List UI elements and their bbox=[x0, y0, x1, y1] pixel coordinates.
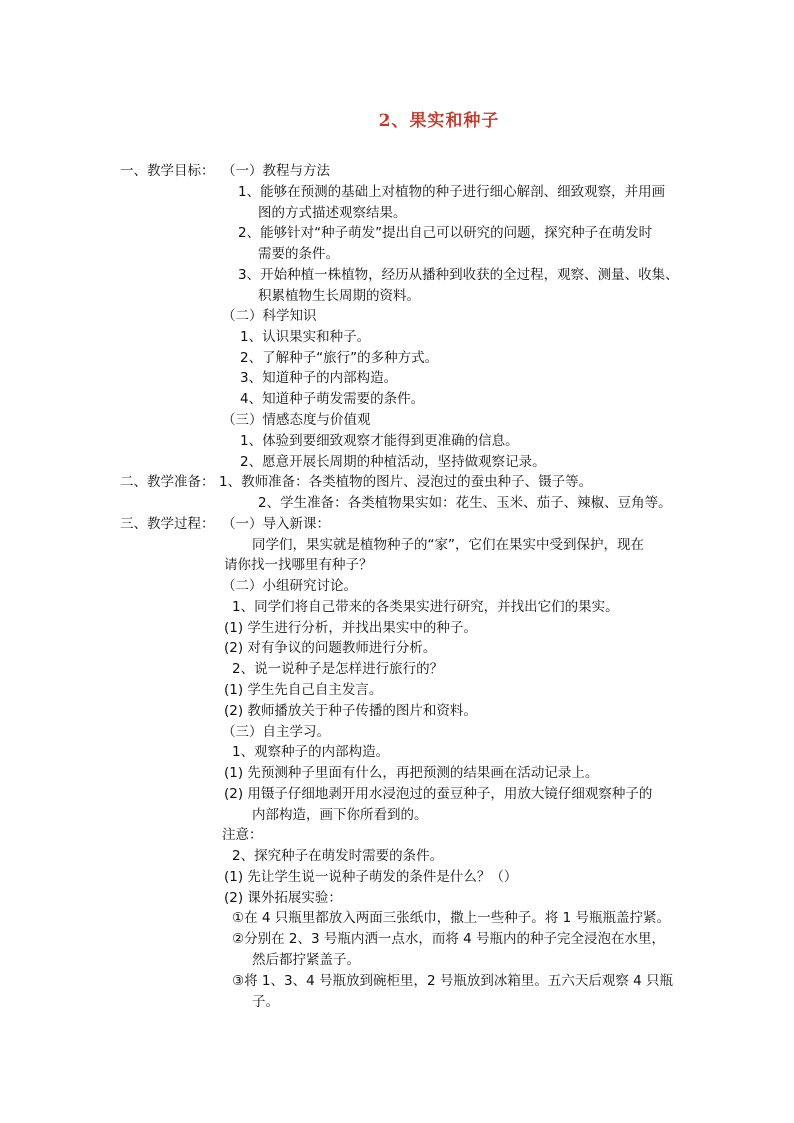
prep-student: 2、学生准备：各类植物果实如：花生、玉米、茄子、辣椒、豆角等。 bbox=[258, 495, 672, 511]
process-s1-title: （一）导入新课： bbox=[222, 516, 330, 532]
process-s3-item-2: 2、探究种子在萌发时需要的条件。 bbox=[232, 848, 444, 864]
process-s2-item-2: 2、说一说种子是怎样进行旅行的？ bbox=[232, 661, 444, 677]
process-s3-item-1b-line-1: (2) 用镊子仔细地剥开用水浸泡过的蚕豆种子，用放大镜仔细观察种子的 bbox=[224, 786, 653, 802]
process-s3-item-1b-line-2: 内部构造，画下你所看到的。 bbox=[252, 807, 428, 823]
objectives-heading: 一、教学目标： bbox=[120, 163, 215, 179]
experiment-step-3-line-1: ③将 1、3、4 号瓶放到碗柜里，2 号瓶放到冰箱里。五六天后观察 4 只瓶 bbox=[232, 973, 674, 989]
experiment-step-2-line-1: ②分别在 2、3 号瓶内洒一点水，而将 4 号瓶内的种子完全浸泡在水里， bbox=[232, 931, 666, 947]
process-s3-title: （三）自主学习。 bbox=[222, 724, 330, 740]
process-s3-item-1: 1、观察种子的内部构造。 bbox=[232, 744, 390, 760]
attitude-item-1: 1、体验到要细致观察才能得到更准确的信息。 bbox=[240, 433, 519, 449]
objectives-sub2-title: （二）科学知识 bbox=[222, 308, 317, 324]
prep-heading: 二、教学准备： bbox=[120, 474, 215, 490]
knowledge-item-1: 1、认识果实和种子。 bbox=[240, 329, 371, 345]
process-s2-item-2a: (1) 学生先自己自主发言。 bbox=[224, 682, 383, 698]
objective-1-line-2: 图的方式描述观察结果。 bbox=[258, 205, 407, 221]
process-s2-title: （二）小组研究讨论。 bbox=[222, 578, 357, 594]
process-s1-line-2: 请你找一找哪里有种子？ bbox=[224, 557, 373, 573]
attitude-item-2: 2、愿意开展长周期的种植活动，坚持做观察记录。 bbox=[240, 454, 546, 470]
knowledge-item-3: 3、知道种子的内部构造。 bbox=[240, 370, 398, 386]
prep-teacher: 1、教师准备：各类植物的图片、浸泡过的蚕虫种子、镊子等。 bbox=[219, 474, 593, 490]
objective-3-line-1: 3、开始种植一株植物，经历从播种到收获的全过程，观察、测量、收集、 bbox=[238, 267, 679, 283]
process-heading: 三、教学过程： bbox=[120, 516, 215, 532]
document-title: 2、果实和种子 bbox=[378, 111, 500, 131]
process-s3-item-2b: (2) 课外拓展实验： bbox=[224, 890, 342, 906]
process-s2-item-2b: (2) 教师播放关于种子传播的图片和资料。 bbox=[224, 703, 477, 719]
knowledge-item-4: 4、知道种子萌发需要的条件。 bbox=[240, 391, 425, 407]
process-s2-item-1: 1、同学们将自己带来的各类果实进行研究，并找出它们的果实。 bbox=[232, 599, 619, 615]
experiment-step-1: ①在 4 只瓶里都放入两面三张纸巾，撒上一些种子。将 1 号瓶瓶盖拧紧。 bbox=[232, 910, 670, 926]
process-s2-item-1a: (1) 学生进行分析，并找出果实中的种子。 bbox=[224, 620, 477, 636]
process-s2-item-1b: (2) 对有争议的问题教师进行分析。 bbox=[224, 640, 437, 656]
objectives-sub3-title: （三）情感态度与价值观 bbox=[222, 412, 371, 428]
objectives-sub1-title: （一）教程与方法 bbox=[222, 163, 330, 179]
knowledge-item-2: 2、了解种子“旅行”的多种方式。 bbox=[240, 350, 439, 366]
process-s3-item-1a: (1) 先预测种子里面有什么，再把预测的结果画在活动记录上。 bbox=[224, 765, 599, 781]
objective-2-line-1: 2、能够针对“种子萌发”提出自己可以研究的问题，探究种子在萌发时 bbox=[238, 225, 653, 241]
process-s3-item-2a: (1) 先让学生说一说种子萌发的条件是什么？（） bbox=[224, 869, 518, 885]
objective-1-line-1: 1、能够在预测的基础上对植物的种子进行细心解剖、细致观察，并用画 bbox=[238, 184, 666, 200]
process-s1-line-1: 同学们，果实就是植物种子的“家”，它们在果实中受到保护，现在 bbox=[252, 537, 644, 553]
objective-2-line-2: 需要的条件。 bbox=[258, 246, 339, 262]
process-note: 注意： bbox=[222, 827, 263, 843]
objective-3-line-2: 积累植物生长周期的资料。 bbox=[258, 288, 420, 304]
experiment-step-2-line-2: 然后都拧紧盖子。 bbox=[252, 952, 360, 968]
experiment-step-3-line-2: 子。 bbox=[252, 994, 279, 1010]
